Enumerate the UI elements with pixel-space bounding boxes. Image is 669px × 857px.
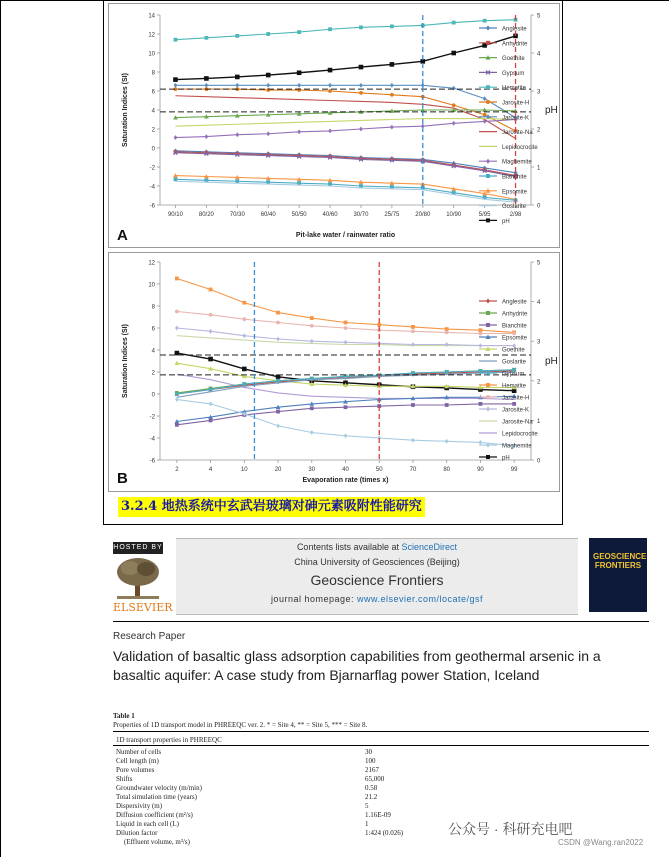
chart-b-svg — [109, 253, 559, 491]
legend-entry-label: Anhydrite — [502, 41, 528, 48]
table-cell-value: 2167 — [365, 766, 379, 774]
x-tick-label: 70 — [409, 467, 417, 473]
data-point-ph — [173, 77, 178, 82]
table-cell-value: 1 — [365, 820, 369, 828]
data-point-ph — [235, 75, 240, 80]
data-point-maghemite — [359, 127, 363, 132]
homepage-line — [176, 594, 578, 604]
table-cell-value: 5 — [365, 802, 369, 810]
legend-entry-label: Jarosite-K — [502, 407, 530, 414]
data-point-hematite — [452, 21, 456, 25]
x-tick-label: 80/20 — [198, 212, 214, 218]
contents-line — [176, 542, 578, 552]
data-point-hematite — [310, 316, 314, 320]
data-point-jarosite-k — [242, 333, 246, 338]
y-tick-label: 0 — [151, 146, 155, 153]
data-point-hematite — [242, 301, 246, 305]
y2-tick-label: 0 — [537, 203, 541, 210]
panel-letter: B — [117, 470, 128, 487]
data-point-hematite — [235, 34, 239, 38]
x-tick-label: 60/40 — [260, 212, 276, 218]
y-tick-label: -4 — [149, 184, 155, 191]
data-point-hematite — [175, 277, 179, 281]
y-tick-label: 10 — [148, 282, 155, 289]
legend-entry-label: Gypsum — [502, 70, 525, 77]
data-point-jarosite-k — [411, 342, 415, 347]
data-point-maghemite — [297, 129, 301, 134]
data-point-bianchite — [411, 403, 415, 407]
data-point-bianchite — [445, 403, 449, 407]
legend-entry-label: Bianchite — [502, 323, 527, 330]
legend-swatch-marker — [486, 407, 490, 412]
legend-swatch-marker — [486, 311, 490, 315]
chart-panel-b — [108, 252, 560, 492]
table-cell-key: Diffusion coefficient (m²/s) — [116, 811, 193, 819]
y-tick-label: 10 — [148, 51, 155, 58]
legend-swatch-marker — [486, 159, 490, 164]
legend-entry-label: Jarosite-H — [502, 100, 530, 107]
data-point-maghemite — [479, 440, 483, 445]
table-label: Table 1 — [113, 712, 135, 720]
table-section-title: 1D transport properties in PHREEQC — [116, 736, 222, 744]
data-point-ph — [451, 51, 456, 56]
y2-axis-label: pH — [545, 356, 558, 367]
y2-tick-label: 3 — [537, 89, 541, 96]
data-point-maghemite — [344, 433, 348, 438]
series-line-hematite — [175, 20, 515, 40]
legend-swatch-marker — [486, 85, 490, 89]
legend-entry-label: Anglesite — [502, 299, 527, 306]
data-point-bianchite — [175, 423, 179, 427]
table-top-rule — [113, 731, 649, 732]
data-point-hematite — [174, 38, 178, 42]
table-cell-value: 65,000 — [365, 775, 385, 783]
x-tick-label: 20 — [274, 467, 282, 473]
y-tick-label: 8 — [151, 304, 155, 311]
data-point-jarosite-h — [479, 332, 483, 336]
x-tick-label: 10 — [240, 467, 248, 473]
data-point-bianchite — [310, 406, 314, 410]
table-cell-value: 30 — [365, 748, 372, 756]
header-rule — [113, 621, 649, 622]
data-point-jarosite-h — [276, 321, 280, 325]
data-point-maghemite — [328, 129, 332, 134]
y2-tick-label: 1 — [537, 165, 541, 172]
data-point-jarosite-k — [175, 326, 179, 331]
table-section-rule — [113, 745, 649, 746]
legend-swatch-marker — [486, 100, 490, 104]
data-point-jarosite-h — [344, 326, 348, 330]
y-tick-label: 12 — [148, 32, 155, 39]
x-tick-label: 2/98 — [509, 212, 522, 218]
x-tick-label: 4 — [208, 467, 213, 473]
x-tick-label: 25/75 — [384, 212, 400, 218]
legend-entry-label: Epsomite — [502, 335, 528, 342]
y-tick-label: 4 — [151, 348, 155, 355]
y2-tick-label: 5 — [537, 260, 541, 267]
data-point-ph — [208, 357, 213, 362]
data-point-ph — [390, 62, 395, 67]
y-tick-label: 6 — [151, 326, 155, 333]
x-tick-label: 2 — [175, 467, 179, 473]
data-point-jarosite-k — [359, 83, 363, 88]
data-point-maghemite — [310, 430, 314, 435]
data-point-ph — [242, 367, 247, 372]
figure-frame-left — [103, 0, 104, 525]
panel-letter: A — [117, 227, 128, 244]
paper-type: Research Paper — [113, 631, 186, 642]
data-point-jarosite-k — [445, 342, 449, 347]
legend-entry-label: pH — [502, 218, 510, 225]
data-point-maghemite — [445, 439, 449, 444]
data-point-hematite — [297, 30, 301, 34]
data-point-maghemite — [175, 397, 179, 402]
y2-tick-label: 4 — [537, 300, 541, 307]
data-point-hematite — [390, 25, 394, 29]
y2-tick-label: 1 — [537, 418, 541, 425]
x-axis-label: Pit-lake water / rainwater ratio — [295, 232, 396, 239]
homepage-link[interactable]: www.elsevier.com/locate/gsf — [357, 594, 484, 604]
table-cell-key: Number of cells — [116, 748, 162, 756]
data-point-jarosite-h — [390, 93, 394, 97]
x-tick-label: 10/90 — [446, 212, 462, 218]
data-point-maghemite — [452, 121, 456, 126]
legend-entry-label: Hematite — [502, 85, 527, 92]
y2-tick-label: 5 — [537, 13, 541, 20]
watermark: 公众号 · 科研充电吧 — [448, 821, 573, 837]
chart-panel-a — [108, 3, 560, 248]
table-caption: Properties of 1D transport model in PHREEQC ver. 2. * = Site 4, ** = Site 5, *** = Site 8. — [113, 721, 368, 729]
data-point-jarosite-k — [174, 83, 178, 88]
y2-tick-label: 3 — [537, 339, 541, 346]
y-tick-label: -6 — [149, 203, 155, 210]
series-line-goslarite — [175, 181, 515, 202]
legend-entry-label: Goethite — [502, 56, 525, 63]
data-point-maghemite — [266, 131, 270, 136]
cover-title: GEOSCIENCE FRONTIERS — [593, 552, 647, 570]
y2-tick-label: 0 — [537, 458, 541, 465]
figure-frame-right — [562, 0, 563, 525]
legend-entry-label: Hematite — [502, 383, 527, 390]
data-point-maghemite — [204, 134, 208, 139]
data-point-bianchite — [479, 402, 483, 406]
data-point-ph — [297, 70, 302, 75]
legend-entry-label: Jarosite-Na — [502, 130, 533, 137]
sciencedirect-link[interactable]: ScienceDirect — [401, 542, 458, 552]
table-row — [116, 802, 636, 811]
data-point-jarosite-h — [242, 317, 246, 321]
table-cell-key: Cell length (m) — [116, 757, 159, 765]
y-tick-label: 6 — [151, 89, 155, 96]
legend-entry-label: Goslarite — [502, 359, 527, 366]
data-point-ph — [204, 76, 209, 81]
table-cell-value: 0.58 — [365, 784, 378, 792]
table-row — [116, 757, 636, 766]
legend-swatch-marker — [486, 218, 490, 222]
homepage-prefix: journal homepage: — [270, 594, 354, 604]
journal-header — [113, 538, 578, 615]
data-point-jarosite-k — [204, 83, 208, 88]
legend-entry-label: Anglesite — [502, 26, 527, 33]
legend-entry-label: Jarosite-H — [502, 395, 530, 402]
legend-entry-label: Epsomite — [502, 189, 528, 196]
data-point-maghemite — [411, 438, 415, 443]
y2-axis-label: pH — [545, 105, 558, 116]
data-point-hematite — [483, 19, 487, 23]
x-tick-label: 5/95 — [478, 212, 491, 218]
data-point-jarosite-k — [297, 83, 301, 88]
data-point-maghemite — [276, 424, 280, 429]
data-point-bianchite — [512, 402, 516, 406]
x-tick-label: 50/50 — [291, 212, 307, 218]
legend-entry-label: Jarosite-K — [502, 115, 530, 122]
data-point-jarosite-h — [209, 313, 213, 317]
series-line-maghemite — [175, 120, 515, 138]
data-point-jarosite-k — [479, 343, 483, 348]
legend-swatch-marker — [486, 323, 490, 327]
table-cell-value: 1.16E-09 — [365, 811, 391, 819]
data-point-jarosite-k — [235, 83, 239, 88]
table-cell-key: Total simulation time (years) — [116, 793, 197, 801]
y-tick-label: -2 — [149, 165, 155, 172]
data-point-ph — [266, 73, 271, 78]
table-cell-value: 21.2 — [365, 793, 378, 801]
data-point-hematite — [479, 328, 483, 332]
y-tick-label: 14 — [148, 13, 155, 20]
data-point-bianchite — [276, 410, 280, 414]
data-point-maghemite — [209, 402, 213, 407]
x-tick-label: 50 — [375, 467, 383, 473]
section-heading: 3.2.4 地热系统中玄武岩玻璃对砷元素吸附性能研究 — [118, 497, 425, 517]
data-point-jarosite-h — [310, 324, 314, 328]
table-cell-value: 100 — [365, 757, 376, 765]
data-point-maghemite — [174, 135, 178, 140]
data-point-bianchite — [209, 419, 213, 423]
series-line-anhydrite — [175, 152, 515, 176]
y-tick-label: 12 — [148, 260, 155, 267]
data-point-bianchite — [344, 405, 348, 409]
y2-tick-label: 4 — [537, 51, 541, 58]
x-tick-label: 40/60 — [322, 212, 338, 218]
table-row — [116, 748, 636, 757]
data-point-jarosite-k — [390, 83, 394, 88]
legend-entry-label: Goslarite — [502, 204, 527, 211]
table-cell-key: (Effluent volume, m³/s) — [124, 838, 190, 846]
legend-swatch-marker — [486, 455, 490, 459]
legend-swatch-marker — [486, 299, 490, 304]
chart-a-svg — [109, 4, 559, 247]
x-axis-label: Evaporation rate (times x) — [302, 477, 389, 484]
legend-swatch-marker — [486, 174, 490, 178]
contents-prefix: Contents lists available at — [296, 542, 399, 552]
table-row — [116, 766, 636, 775]
table-row — [116, 775, 636, 784]
data-point-jarosite-h — [411, 329, 415, 333]
legend-entry-label: Maghemite — [502, 443, 532, 450]
y-tick-label: -6 — [149, 458, 155, 465]
table-cell-key: Liquid in each cell (L) — [116, 820, 179, 828]
table-row — [116, 793, 636, 802]
legend-entry-label: pH — [502, 455, 510, 462]
y-tick-label: -4 — [149, 436, 155, 443]
legend-swatch-marker — [486, 395, 490, 399]
journal-name: Geoscience Frontiers — [310, 572, 444, 588]
series-line-jarosite-na — [175, 96, 515, 139]
legend-entry-label: Bianchite — [502, 174, 527, 181]
x-tick-label: 90 — [477, 467, 484, 473]
legend-swatch-marker — [486, 26, 490, 31]
data-point-hematite — [276, 311, 280, 315]
watermark-small: CSDN @Wang.ran2022 — [558, 838, 644, 847]
elsevier-wordmark: ELSEVIER — [113, 601, 173, 614]
y-axis-label: Saturation Indices (SI) — [122, 324, 129, 398]
y-tick-label: 2 — [151, 127, 155, 134]
y-tick-label: 2 — [151, 370, 155, 377]
legend-entry-label: Jarosite-Na — [502, 419, 533, 426]
data-point-jarosite-k — [483, 96, 487, 101]
legend-entry-label: Lepidocrocite — [502, 144, 538, 151]
data-point-hematite — [411, 325, 415, 329]
data-point-ph — [328, 68, 333, 73]
legend-entry-label: Lepidocrocite — [502, 431, 538, 438]
y-tick-label: -2 — [149, 414, 155, 421]
series-line-ph — [175, 36, 515, 80]
table-row — [116, 784, 636, 793]
data-point-jarosite-k — [452, 86, 456, 91]
data-point-bianchite — [174, 177, 178, 181]
data-point-jarosite-k — [328, 83, 332, 88]
legend-swatch-marker — [486, 383, 490, 387]
series-line-goethite — [175, 110, 515, 118]
data-point-hematite — [344, 321, 348, 325]
data-point-hematite — [266, 32, 270, 36]
y-tick-label: 0 — [151, 392, 155, 399]
data-point-jarosite-k — [276, 337, 280, 342]
x-tick-label: 30/70 — [353, 212, 369, 218]
journal-info-box — [176, 538, 578, 615]
data-point-jarosite-h — [175, 310, 179, 314]
data-point-jarosite-h — [359, 91, 363, 95]
x-tick-label: 30 — [308, 467, 316, 473]
x-tick-label: 99 — [510, 467, 518, 473]
table-cell-key: Dilution factor — [116, 829, 158, 837]
table-cell-key: Pore volumes — [116, 766, 155, 774]
university-name: China University of Geosciences (Beijing) — [294, 557, 460, 567]
figure-frame-bottom — [103, 524, 563, 525]
data-point-hematite — [445, 327, 449, 331]
data-point-hematite — [204, 36, 208, 40]
x-tick-label: 90/10 — [167, 212, 183, 218]
data-point-jarosite-k — [209, 329, 213, 334]
data-point-jarosite-h — [445, 331, 449, 335]
data-point-jarosite-h — [328, 89, 332, 93]
y2-tick-label: 2 — [537, 127, 541, 134]
legend-swatch-marker — [486, 41, 490, 45]
table-cell-key: Shifts — [116, 775, 133, 783]
legend-entry-label: Gypsum — [502, 371, 525, 378]
page-frame-top — [0, 0, 669, 1]
data-point-hematite — [209, 288, 213, 292]
y-axis-label: Saturation Indices (SI) — [122, 73, 129, 147]
data-point-jarosite-k — [266, 83, 270, 88]
legend-entry-label: Maghemite — [502, 159, 532, 166]
data-point-maghemite — [390, 125, 394, 130]
journal-cover-image — [589, 538, 647, 612]
table-cell-key: Dispersivity (m) — [116, 802, 163, 810]
x-tick-label: 40 — [342, 467, 349, 473]
table-cell-key: Groundwater velocity (m/min) — [116, 784, 202, 792]
x-tick-label: 20/80 — [415, 212, 431, 218]
table-cell-value: 1:424 (0.026) — [365, 829, 404, 837]
paper-title: Validation of basaltic glass adsorption capabilities from geothermal arsenic in a basaltic aquifer: A case study from Bjarnarflag power Station, Iceland — [113, 648, 601, 683]
x-tick-label: 80 — [443, 467, 451, 473]
legend-entry-label: Goethite — [502, 347, 525, 354]
data-point-hematite — [328, 27, 332, 31]
data-point-hematite — [359, 25, 363, 29]
x-tick-label: 70/30 — [229, 212, 245, 218]
data-point-jarosite-h — [483, 113, 487, 117]
elsevier-tree-logo — [115, 556, 161, 600]
hosted-by-label: HOSTED BY — [113, 542, 163, 554]
data-point-maghemite — [235, 132, 239, 137]
y2-tick-label: 2 — [537, 379, 541, 386]
data-point-ph — [359, 65, 364, 70]
legend-entry-label: Anhydrite — [502, 311, 528, 318]
y-tick-label: 4 — [151, 108, 155, 115]
data-point-jarosite-h — [452, 103, 456, 107]
y-tick-label: 8 — [151, 70, 155, 77]
page-frame-left — [0, 0, 1, 857]
